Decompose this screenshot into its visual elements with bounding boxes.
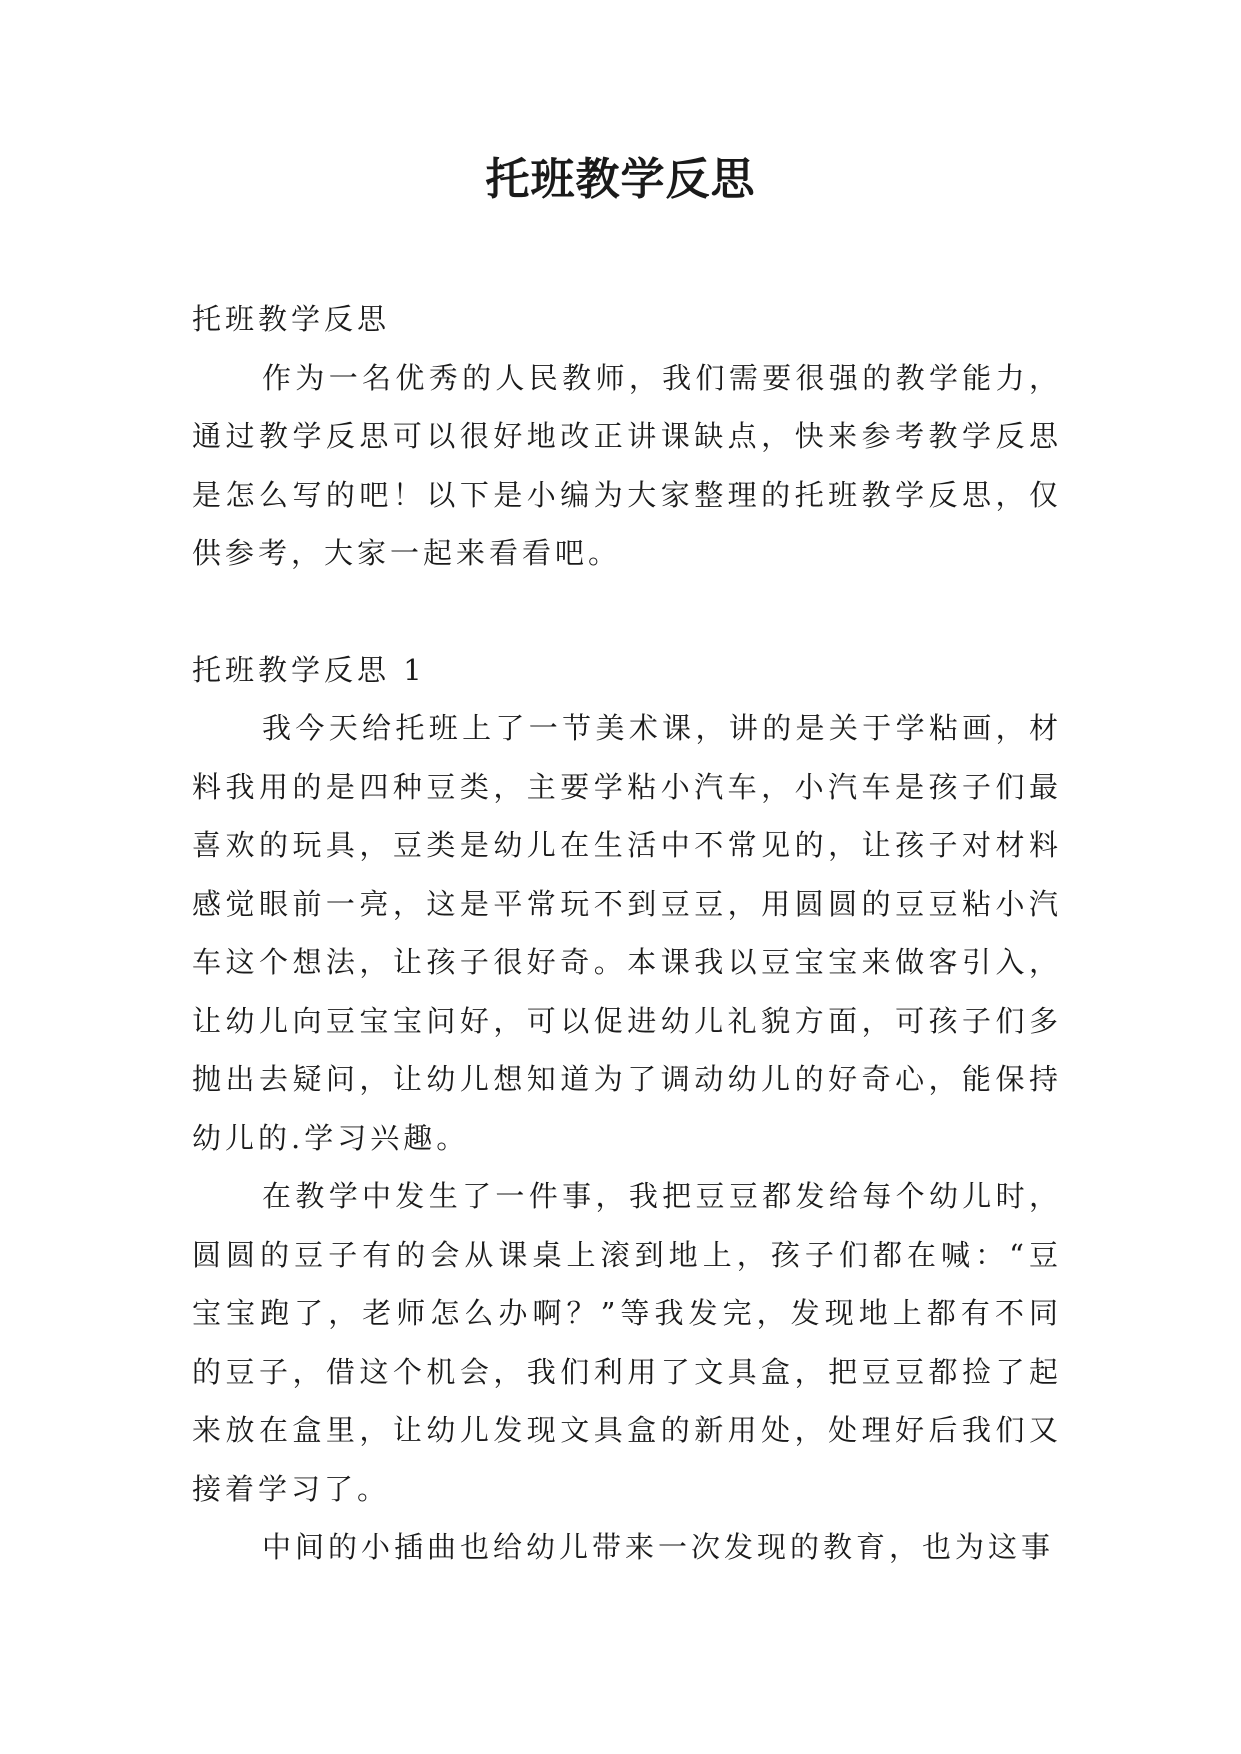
section-1-heading: 托班教学反思 1 — [192, 652, 426, 687]
intro-paragraph: 作为一名优秀的人民教师，我们需要很强的教学能力，通过教学反思可以很好地改正讲课缺点，快来参考教学反思是怎么写的吧！以下是小编为大家整理的托班教学反思，仅供参考，大家一起来看看吧。 — [192, 360, 1062, 570]
section-spacer — [192, 583, 1062, 641]
section-1-paragraph-2: 在教学中发生了一件事，我把豆豆都发给每个幼儿时，圆圆的豆子有的会从课桌上滚到地上，孩子们都在喊：“豆宝宝跑了，老师怎么办啊？”等我发完，发现地上都有不同的豆子，借这个机会，我们利用了文具盒，把豆豆都捡了起来放在盒里，让幼儿发现文具盒的新用处，处理好后我们又接着学习了。 — [192, 1179, 1062, 1506]
section-1-paragraph-3: 中间的小插曲也给幼儿带来一次发现的教育，也为这事 — [262, 1530, 1055, 1564]
document-body — [192, 290, 1062, 1577]
section-1-paragraph-1: 我今天给托班上了一节美术课，讲的是关于学粘画，材料我用的是四种豆类，主要学粘小汽车，小汽车是孩子们最喜欢的玩具，豆类是幼儿在生活中不常见的，让孩子对材料感觉眼前一亮，这是平常玩不到豆豆，用圆圆的豆豆粘小汽车这个想法，让孩子很好奇。本课我以豆宝宝来做客引入，让幼儿向豆宝宝问好，可以促进幼儿礼貌方面，可孩子们多抛出去疑问，让幼儿想知道为了调动幼儿的好奇心，能保持幼儿的.学习兴趣。 — [192, 711, 1062, 1155]
document-title: 托班教学反思 — [485, 154, 756, 205]
intro-heading: 托班教学反思 — [192, 302, 391, 336]
